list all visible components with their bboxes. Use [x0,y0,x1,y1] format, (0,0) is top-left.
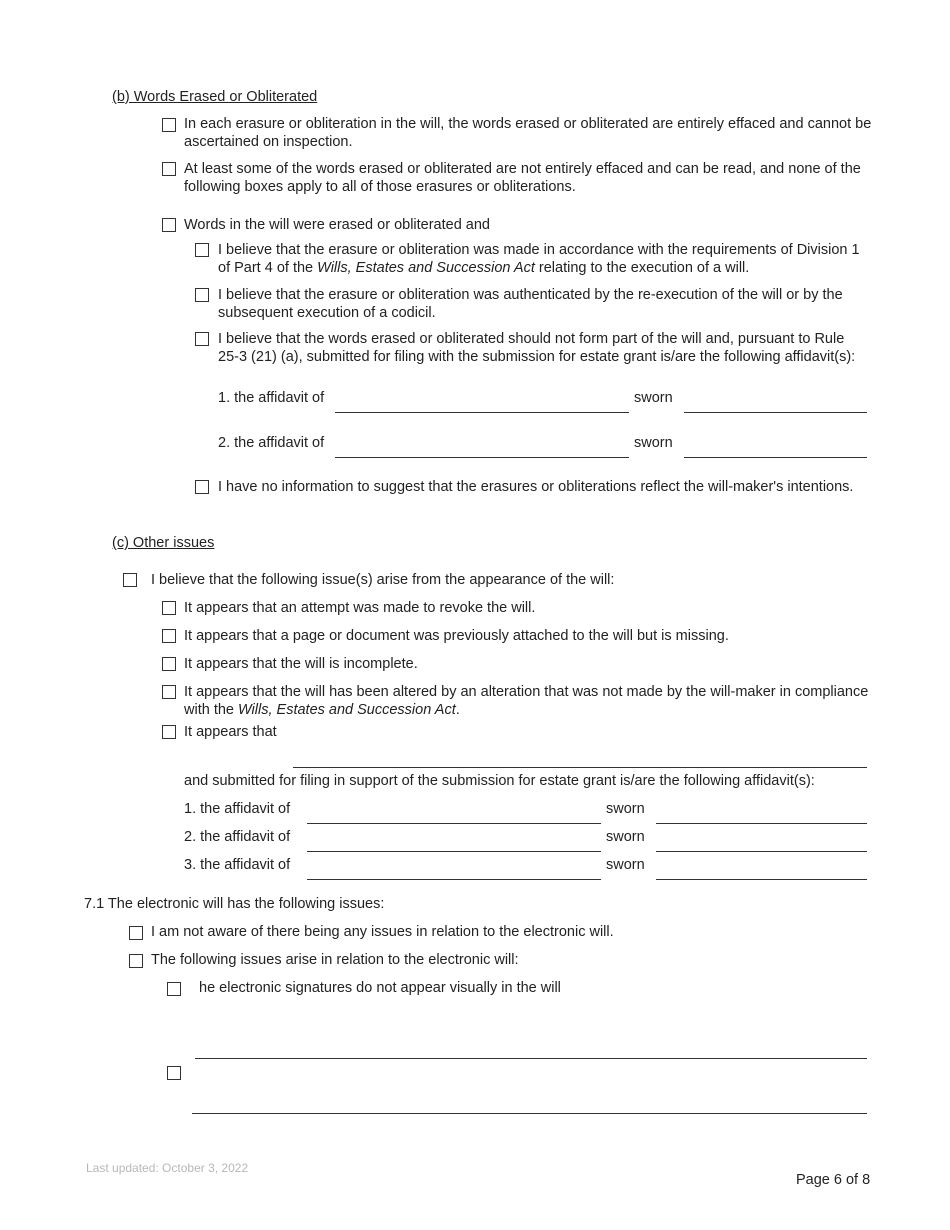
b-opt3-text: Words in the will were erased or obliterated and [184,217,491,233]
checkbox-c-i3[interactable] [162,657,176,671]
c-affidavit-1-sworn-label: sworn [606,801,645,817]
c-main-text: I believe that the following issue(s) arise from the appearance of the will: [151,572,615,588]
checkbox-c-i4[interactable] [162,685,176,699]
section-71-heading: 7.1 The electronic will has the following issues: [84,896,385,912]
c-i4-text: It appears that the will has been altered by an alteration that was not made by the will-maker in compliance with the Wills, Estates and Succession Act. [184,684,869,718]
s71-sub1-text: he electronic signatures do not appear visually in the will [199,980,561,996]
b-affidavit-1-label: 1. the affidavit of [218,390,325,406]
c-affidavit-2-sworn-label: sworn [606,829,645,845]
checkbox-b-sub2[interactable] [195,288,209,302]
c-affidavit-3-sworn-field[interactable] [656,879,867,880]
section-b-heading: (b) Words Erased or Obliterated [112,89,318,105]
checkbox-71-opt2[interactable] [129,954,143,968]
checkbox-b-sub4[interactable] [195,480,209,494]
s71-other-issue-field-2[interactable] [192,1113,867,1114]
c-affidavit-3-name-field[interactable] [307,879,601,880]
b-affidavit-2-label: 2. the affidavit of [218,435,325,451]
b-affidavit-2-sworn-field[interactable] [684,457,867,458]
checkbox-b-opt1[interactable] [162,118,176,132]
checkbox-b-sub3[interactable] [195,332,209,346]
c-affidavit-2-name-field[interactable] [307,851,601,852]
checkbox-b-opt3[interactable] [162,218,176,232]
c-support-text: and submitted for filing in support of the submission for estate grant is/are the following affidavit(s): [184,773,815,789]
c-affidavit-2-label: 2. the affidavit of [184,829,291,845]
b-sub1-text: I believe that the erasure or obliteration was made in accordance with the requirements of Division 1 of Part 4 of the Wills, Estates and Succession Act relating to the execution of a will. [218,242,860,276]
s71-opt2-text: The following issues arise in relation to the electronic will: [151,952,519,968]
b-sub4-text: I have no information to suggest that the erasures or obliterations reflect the will-maker's intentions. [218,479,854,495]
checkbox-b-opt2[interactable] [162,162,176,176]
last-updated-date: Last updated: October 3, 2022 [86,1161,249,1175]
section-c-heading: (c) Other issues [112,535,215,551]
b-opt2-text: At least some of the words erased or obliterated are not entirely effaced and can be read, and none of the following boxes apply to all of those erasures or obliterations. [184,161,861,195]
c-i2-text: It appears that a page or document was previously attached to the will but is missing. [184,628,729,644]
c-affidavit-1-sworn-field[interactable] [656,823,867,824]
b-sub2-text: I believe that the erasure or obliteration was authenticated by the re-execution of the will or by the subsequent execution of a codicil. [218,287,843,321]
checkbox-c-main[interactable] [123,573,137,587]
checkbox-71-sub1[interactable] [167,982,181,996]
checkbox-71-opt1[interactable] [129,926,143,940]
b-affidavit-1-name-field[interactable] [335,412,629,413]
checkbox-b-sub1[interactable] [195,243,209,257]
s71-opt1-text: I am not aware of there being any issues in relation to the electronic will. [151,924,614,940]
c-i3-text: It appears that the will is incomplete. [184,656,418,672]
c-affidavit-1-label: 1. the affidavit of [184,801,291,817]
c-affidavit-2-sworn-field[interactable] [656,851,867,852]
checkbox-c-i5[interactable] [162,725,176,739]
b-opt1-text: In each erasure or obliteration in the will, the words erased or obliterated are entirely effaced and cannot be ascertained on inspection. [184,116,872,150]
b-affidavit-2-name-field[interactable] [335,457,629,458]
page-number: Page 6 of 8 [796,1172,871,1188]
c-affidavit-3-label: 3. the affidavit of [184,857,291,873]
b-affidavit-1-sworn-label: sworn [634,390,673,406]
b-sub3-text: I believe that the words erased or obliterated should not form part of the will and, pursuant to Rule 25-3 (21) (a), submitted for filing with the submission for estate grant is/are the following affidavit(s): [218,331,856,365]
checkbox-c-i1[interactable] [162,601,176,615]
act-name-italic: Wills, Estates and Succession Act [238,702,456,718]
c-i5-text: It appears that [184,724,277,740]
b-affidavit-2-sworn-label: sworn [634,435,673,451]
c-i1-text: It appears that an attempt was made to revoke the will. [184,600,536,616]
c-affidavit-3-sworn-label: sworn [606,857,645,873]
c-affidavit-1-name-field[interactable] [307,823,601,824]
b-affidavit-1-sworn-field[interactable] [684,412,867,413]
s71-other-issue-field-1[interactable] [195,1058,867,1059]
checkbox-c-i2[interactable] [162,629,176,643]
checkbox-71-sub2[interactable] [167,1066,181,1080]
act-name-italic: Wills, Estates and Succession Act [317,260,535,276]
c-i5-description-field[interactable] [293,767,867,768]
